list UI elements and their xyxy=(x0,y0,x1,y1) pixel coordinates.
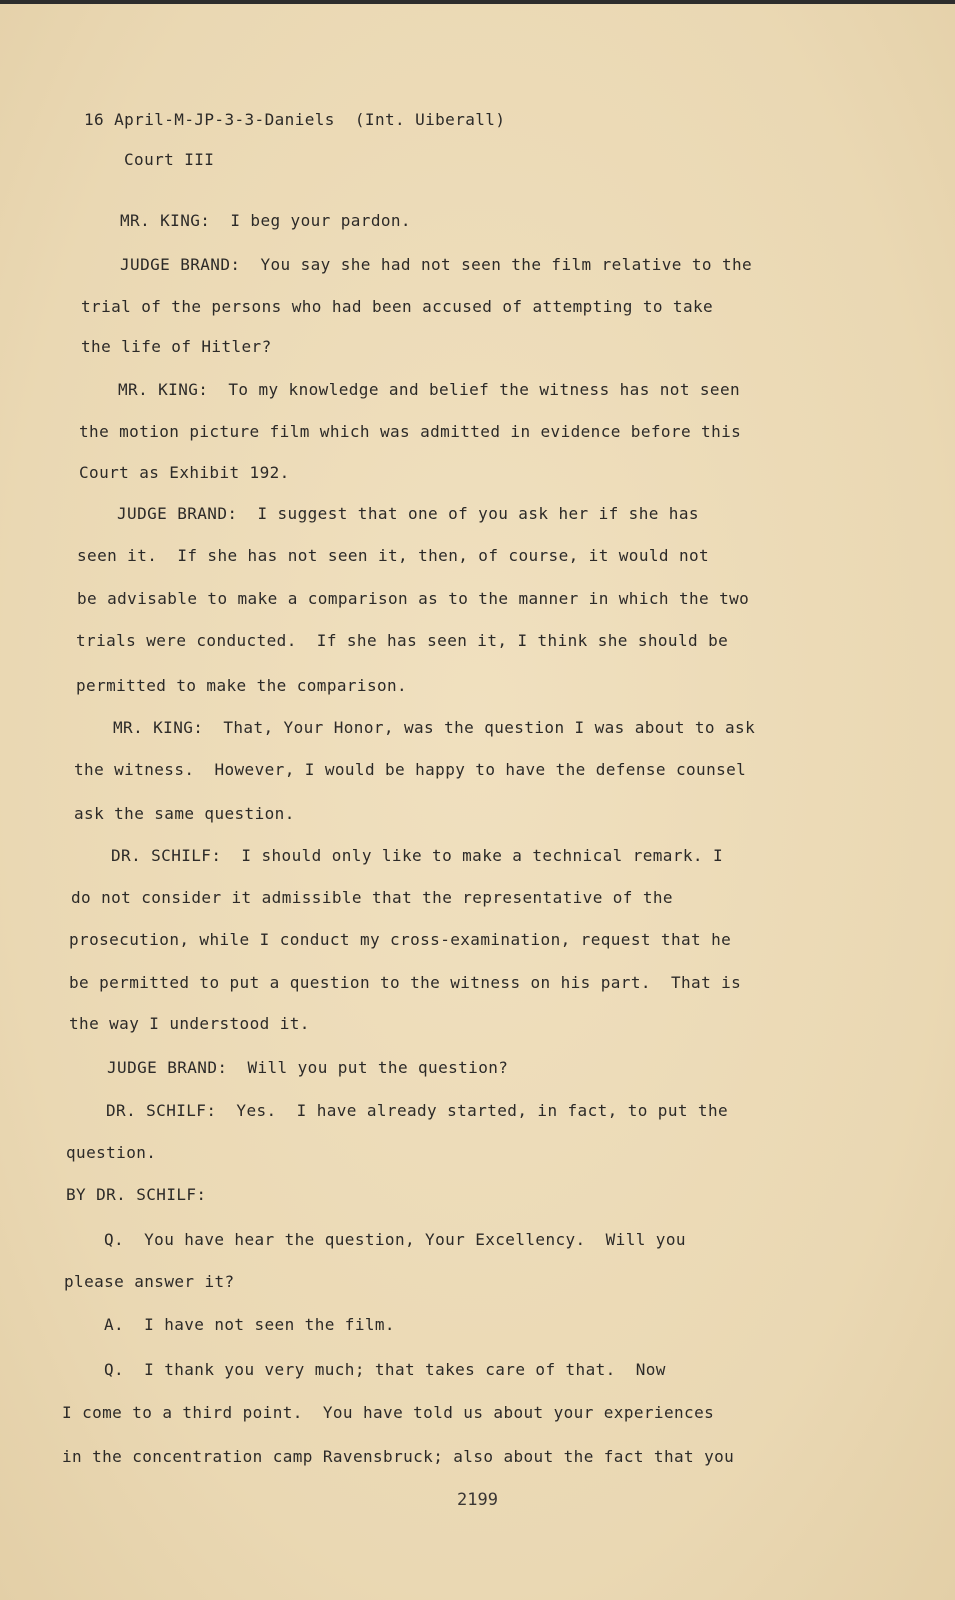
transcript-line: ask the same question. xyxy=(74,804,295,823)
transcript-line: DR. SCHILF: I should only like to make a technical remark. I xyxy=(111,846,724,865)
transcript-line: the way I understood it. xyxy=(69,1014,310,1033)
transcript-line: the motion picture film which was admitted in evidence before this xyxy=(79,422,742,441)
transcript-line: be advisable to make a comparison as to the manner in which the two xyxy=(77,589,750,608)
transcript-line: MR. KING: I beg your pardon. xyxy=(120,211,411,230)
transcript-line: seen it. If she has not seen it, then, of course, it would not xyxy=(77,546,710,565)
page-number: 2199 xyxy=(457,1490,498,1510)
transcript-line: in the concentration camp Ravensbruck; also about the fact that you xyxy=(62,1447,735,1466)
transcript-line: MR. KING: To my knowledge and belief the witness has not seen xyxy=(118,380,741,399)
court-label: Court III xyxy=(124,150,215,169)
transcript-line: please answer it? xyxy=(64,1272,235,1291)
transcript-line: the witness. However, I would be happy to have the defense counsel xyxy=(74,760,747,779)
transcript-line: question. xyxy=(66,1143,157,1162)
transcript-line: be permitted to put a question to the witness on his part. That is xyxy=(69,973,742,992)
scan-top-edge xyxy=(0,0,955,4)
transcript-line: JUDGE BRAND: I suggest that one of you ask her if she has xyxy=(117,504,699,523)
transcript-line: BY DR. SCHILF: xyxy=(66,1185,207,1204)
transcript-line: trials were conducted. If she has seen it, I think she should be xyxy=(76,631,729,650)
transcript-line: prosecution, while I conduct my cross-examination, request that he xyxy=(69,930,732,949)
transcript-line: Q. You have hear the question, Your Excellency. Will you xyxy=(104,1230,686,1249)
transcript-line: MR. KING: That, Your Honor, was the question I was about to ask xyxy=(113,718,756,737)
transcript-line: Court as Exhibit 192. xyxy=(79,463,290,482)
transcript-line: JUDGE BRAND: You say she had not seen the film relative to the xyxy=(120,255,753,274)
document-header: 16 April-M-JP-3-3-Daniels (Int. Uiberall) xyxy=(84,110,506,129)
transcript-line: JUDGE BRAND: Will you put the question? xyxy=(107,1058,509,1077)
transcript-line: permitted to make the comparison. xyxy=(76,676,408,695)
transcript-line: I come to a third point. You have told us about your experiences xyxy=(62,1403,715,1422)
transcript-line: do not consider it admissible that the representative of the xyxy=(71,888,673,907)
transcript-line: DR. SCHILF: Yes. I have already started, in fact, to put the xyxy=(106,1101,729,1120)
transcript-line: Q. I thank you very much; that takes care of that. Now xyxy=(104,1360,666,1379)
transcript-line: trial of the persons who had been accused of attempting to take xyxy=(81,297,714,316)
transcript-line: A. I have not seen the film. xyxy=(104,1315,395,1334)
transcript-line: the life of Hitler? xyxy=(81,337,272,356)
